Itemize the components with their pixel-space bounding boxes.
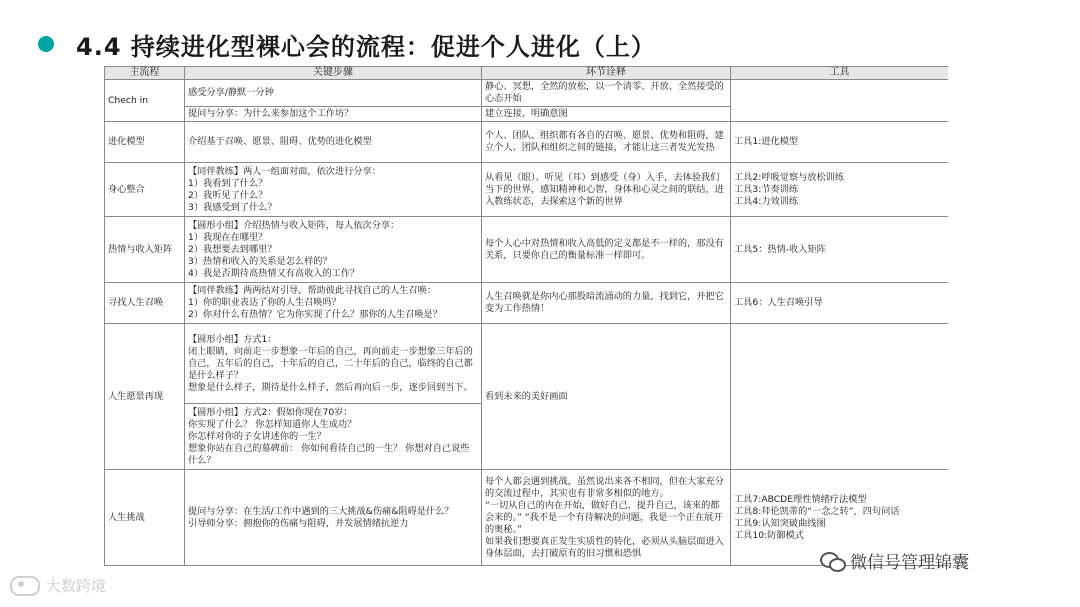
tool-line: 工具6：人生召唤引导	[734, 297, 823, 308]
step-line: 【圆形小组】介绍热情与收入矩阵，每人依次分享：	[188, 219, 400, 231]
tool-line: 工具9:认知突破曲线图	[734, 517, 826, 529]
step-line: 想象你站在自己的墓碑前： 你如何看待自己的一生？ 你想对自己说些什么？	[188, 442, 470, 466]
tool-line: 工具2:呼吸觉察与放松训练	[734, 171, 845, 183]
step-line: 【圆形小组】方式1：	[188, 333, 277, 345]
steps-cell	[185, 163, 482, 217]
explain-line: 如果我们想要真正发生实质性的转化，必须从头脑层面进入身体层面，去打破原有的旧习惯和恐惧	[485, 535, 724, 559]
tools-cell	[731, 283, 949, 324]
watermark-left-text: 大数跨境	[46, 577, 107, 595]
step-line: 3）热情和收入的关系是怎么样的？	[188, 255, 332, 267]
watermark-right	[820, 548, 969, 573]
explain-line: 从看见（眼）、听见（耳）到感受（身）入手，去体验我们当下的世界，感知精神和心智，身体和心灵之间的联结，进入教练状态，去探索这个新的世界	[485, 171, 724, 207]
step-line: 1）我现在在哪里？	[188, 231, 268, 243]
step-line: 引导师分享：拥抱你的伤痛与阻碍，并发展情绪抗逆力	[188, 517, 409, 529]
process-table	[104, 66, 948, 566]
step-line: 1）你的职业表达了你的人生召唤吗？	[188, 297, 341, 308]
step-line: 【圆形小组】方式2：假如你现在70岁：	[188, 406, 353, 418]
stage-label: 进化模型	[108, 136, 145, 147]
explain-cell	[482, 122, 731, 163]
table-row	[105, 122, 949, 163]
explain-line: 人生召唤就是你内心那股暗流涌动的力量，找到它，并把它变为工作热情！	[485, 291, 724, 314]
table-row	[105, 324, 949, 404]
step-line: 2）你对什么有热情？它为你实现了什么？那你的人生召唤是？	[188, 309, 442, 320]
brand-logo-icon	[10, 576, 40, 596]
stage-cell	[105, 163, 185, 217]
table-body	[105, 80, 949, 566]
stage-cell	[105, 122, 185, 163]
explain-line: 静心、冥想，全然的放松，以一个清零、开放、全然接受的心态开始	[485, 81, 724, 104]
table-row	[105, 283, 949, 324]
step-line: 闭上眼睛，向前走一步想象一年后的自己，再向前走一步想象三年后的自己，五年后的自己，十年后的自己，二十年后的自己，临终的自己都是什么样子？	[188, 345, 473, 381]
tools-cell	[731, 163, 949, 217]
steps-cell	[185, 324, 482, 404]
stage-cell	[105, 217, 185, 283]
step-line: 想象是什么样子，期待是什么样子，然后再向后一步，逐步回到当下。	[188, 381, 473, 393]
tool-line: 工具8:拜伦凯蒂的“一念之转”，四句问话	[734, 505, 900, 517]
step-line: 提问与分享：为什么来参加这个工作坊？	[188, 108, 354, 119]
stage-label: 寻找人生召唤	[108, 297, 164, 308]
step-line: 【同伴教练】两两结对引导，帮助彼此寻找自己的人生召唤：	[188, 285, 437, 296]
tool-line: 工具10:防御模式	[734, 529, 804, 541]
page-title: 4.4 持续进化型裸心会的流程：促进个人进化（上）	[76, 32, 656, 61]
tool-line: 工具1:进化模型	[734, 136, 799, 147]
tool-line: 工具4:力效训练	[734, 195, 799, 207]
step-line: 介绍基于召唤、愿景、阻碍、优势的进化模型	[188, 136, 372, 147]
step-line: 你怎样对你的子女讲述你的一生？	[188, 430, 326, 442]
watermark-left	[10, 575, 106, 596]
stage-label: 人生挑战	[108, 511, 145, 523]
tools-cell	[731, 122, 949, 163]
explain-cell	[482, 163, 731, 217]
stage-cell	[105, 470, 185, 566]
explain-line: 每个人都会遇到挑战，虽然说出来各不相同，但在大家充分的交流过程中，其实也有非常多相似的地方。	[485, 475, 724, 499]
header-tools: 工具	[731, 67, 949, 80]
steps-cell	[185, 470, 482, 566]
table-row	[105, 163, 949, 217]
tool-line: 工具3:节奏训练	[734, 183, 799, 195]
step-line: 你实现了什么？ 你怎样知道你人生成功？	[188, 418, 357, 430]
step-line: 1）我看到了什么？	[188, 177, 268, 189]
tools-cell	[731, 217, 949, 283]
stage-label: 热情与收入矩阵	[108, 243, 173, 255]
tools-cell	[731, 80, 949, 122]
steps-cell	[185, 80, 482, 107]
explain-cell	[482, 217, 731, 283]
explain-cell	[482, 470, 731, 566]
title-bullet-icon	[38, 36, 54, 52]
stage-cell	[105, 283, 185, 324]
step-line: 提问与分享：在生活/工作中遇到的三大挑战&伤痛&阻碍是什么？	[188, 505, 454, 517]
steps-cell	[185, 404, 482, 470]
table-header-row	[105, 67, 949, 80]
tool-line: 工具5：热情-收入矩阵	[734, 243, 826, 255]
explain-line: 个人、团队、组织都有各自的召唤、愿景、优势和阻碍，建立个人、团队和组织之间的链接，才能让这三者发光发热	[485, 130, 724, 153]
title-row	[38, 28, 656, 60]
step-line: 4）我是否期待高热情又有高收入的工作？	[188, 267, 360, 279]
table-row	[105, 217, 949, 283]
step-line: 2）我听见了什么？	[188, 189, 268, 201]
explain-line: 建立连接，明确意图	[485, 108, 568, 119]
steps-cell	[185, 283, 482, 324]
step-line: 【同伴教练】两人一组面对面，依次进行分享：	[188, 165, 381, 177]
explain-cell	[482, 107, 731, 122]
tool-line: 工具7:ABCDE理性情绪疗法模型	[734, 493, 867, 505]
step-line: 3）我感受到了什么？	[188, 201, 277, 213]
explain-cell	[482, 324, 731, 470]
watermark-right-text: 微信号管理锦囊	[850, 553, 969, 573]
header-main-flow: 主流程	[105, 67, 185, 80]
stage-label: 人生愿景再现	[108, 390, 164, 402]
stage-cell	[105, 324, 185, 470]
stage-cell	[105, 80, 185, 122]
header-explanation: 环节诠释	[482, 67, 731, 80]
header-key-steps: 关键步骤	[185, 67, 482, 80]
explain-line: 每个人心中对热情和收入高低的定义都是不一样的，那没有关系，只要你自己的衡量标准一样即可。	[485, 237, 724, 261]
explain-line: “一切从自己的内在开始，做好自己，提升自己，该来的都会来的。” “我不是一个有待解决的问题，我是一个正在展开的奥秘。”	[485, 499, 723, 535]
stage-label: 身心整合	[108, 183, 145, 195]
steps-cell	[185, 107, 482, 122]
explain-cell	[482, 283, 731, 324]
steps-cell	[185, 217, 482, 283]
table-row	[105, 80, 949, 107]
steps-cell	[185, 122, 482, 163]
step-line: 2）我想要去到哪里？	[188, 243, 277, 255]
explain-cell	[482, 80, 731, 107]
stage-label: Chech in	[108, 94, 149, 106]
step-line: 感受分享/静默一分钟	[188, 87, 274, 98]
process-table-container	[104, 66, 948, 574]
explain-line: 看到未来的美好画面	[485, 390, 568, 402]
tools-cell	[731, 324, 949, 470]
wechat-icon	[820, 552, 844, 570]
